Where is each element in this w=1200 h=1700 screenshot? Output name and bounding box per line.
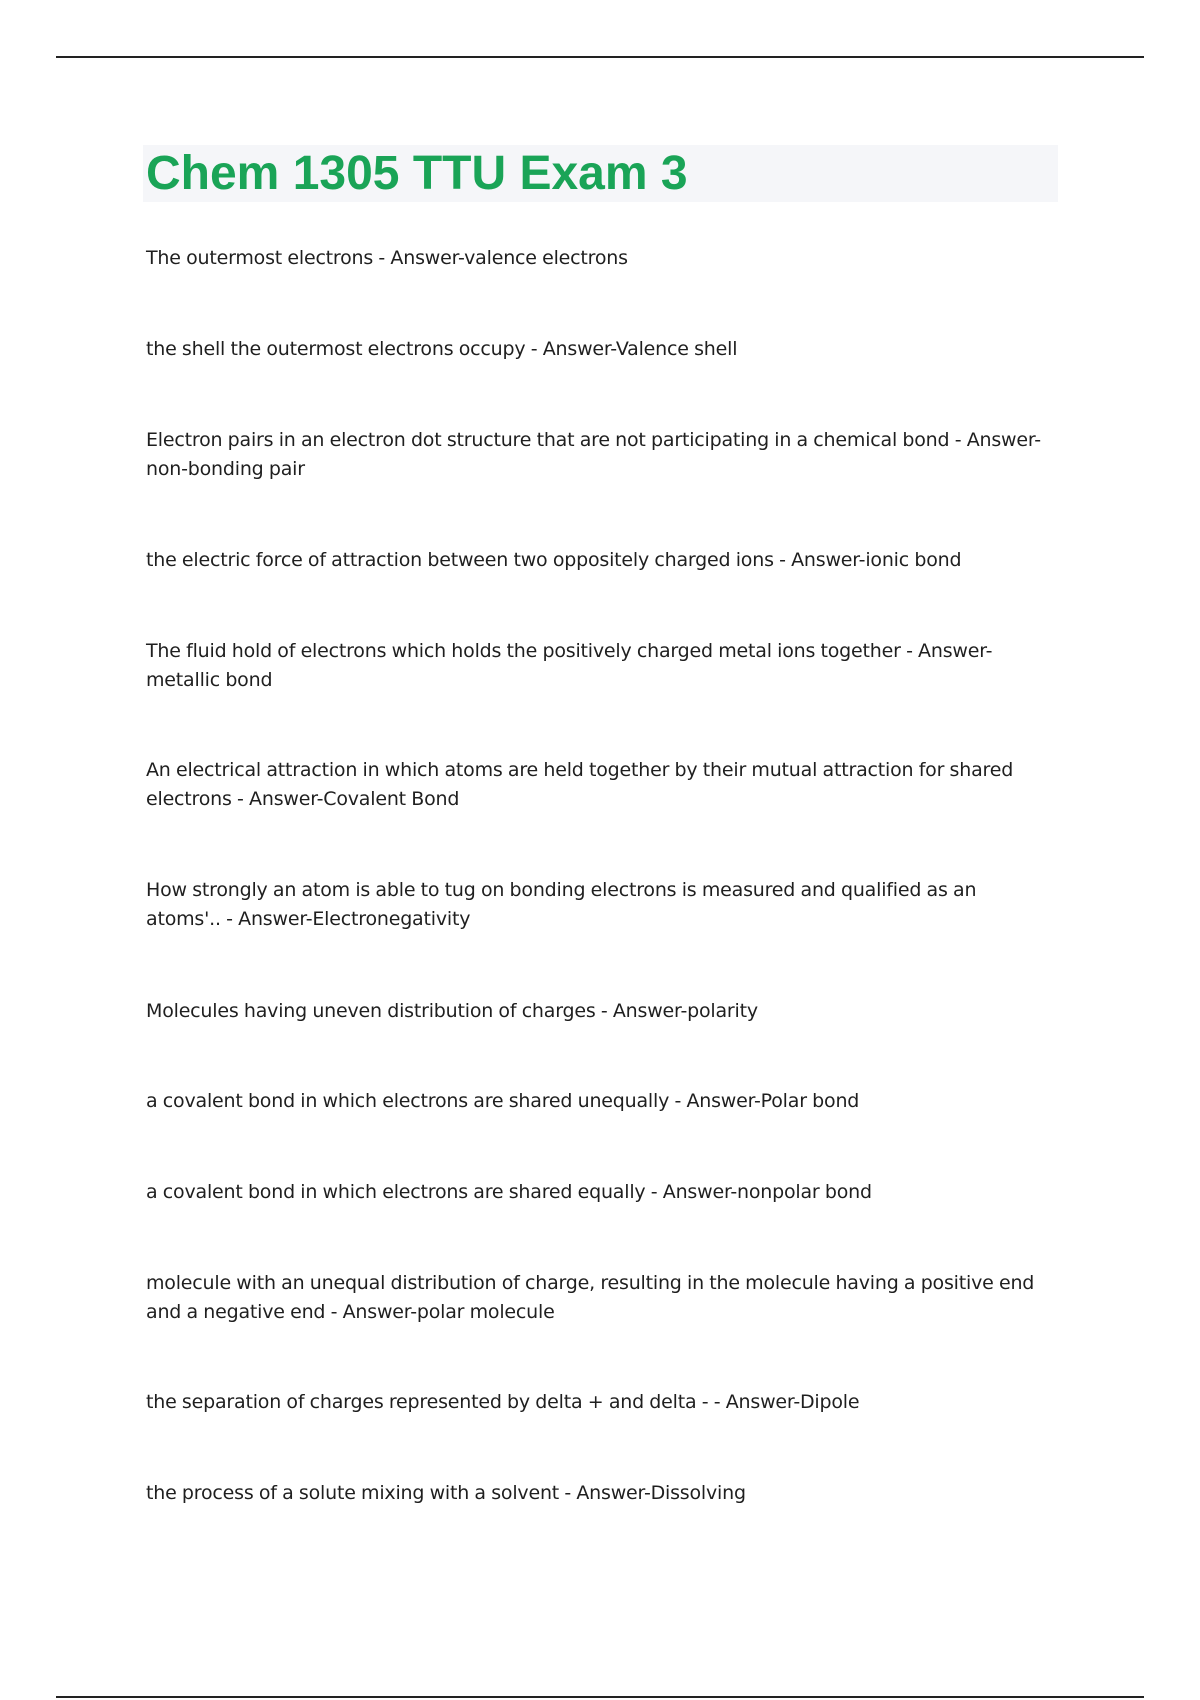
document-title: Chem 1305 TTU Exam 3 (146, 147, 688, 200)
qa-item-2: the shell the outermost electrons occupy - Answer-Valence shell (146, 338, 738, 360)
qa-item-7: How strongly an atom is able to tug on bonding electrons is measured and qualified as an atoms'.. - Answer-Electronegativity (146, 879, 977, 930)
qa-item-6: An electrical attraction in which atoms are held together by their mutual attraction for shared electrons - Answer-Covalent Bond (146, 759, 1014, 810)
qa-item-9: a covalent bond in which electrons are shared unequally - Answer-Polar bond (146, 1090, 860, 1112)
qa-item-8: Molecules having uneven distribution of charges - Answer-polarity (146, 1000, 758, 1022)
qa-item-3: Electron pairs in an electron dot structure that are not participating in a chemical bond - Answer-non-bonding pair (146, 429, 1041, 480)
qa-item-1: The outermost electrons - Answer-valence electrons (146, 247, 628, 269)
qa-item-11: molecule with an unequal distribution of charge, resulting in the molecule having a positive end and a negative end - Answer-polar molecule (146, 1272, 1035, 1323)
top-rule (56, 56, 1144, 58)
qa-item-13: the process of a solute mixing with a solvent - Answer-Dissolving (146, 1482, 746, 1504)
title-band (143, 145, 1058, 202)
qa-item-5: The fluid hold of electrons which holds the positively charged metal ions together - Answer-metallic bond (146, 640, 993, 691)
bottom-rule (56, 1696, 1144, 1698)
qa-item-4: the electric force of attraction between two oppositely charged ions - Answer-ionic bond (146, 549, 962, 571)
qa-item-10: a covalent bond in which electrons are shared equally - Answer-nonpolar bond (146, 1181, 872, 1203)
qa-item-12: the separation of charges represented by delta + and delta - - Answer-Dipole (146, 1391, 860, 1413)
